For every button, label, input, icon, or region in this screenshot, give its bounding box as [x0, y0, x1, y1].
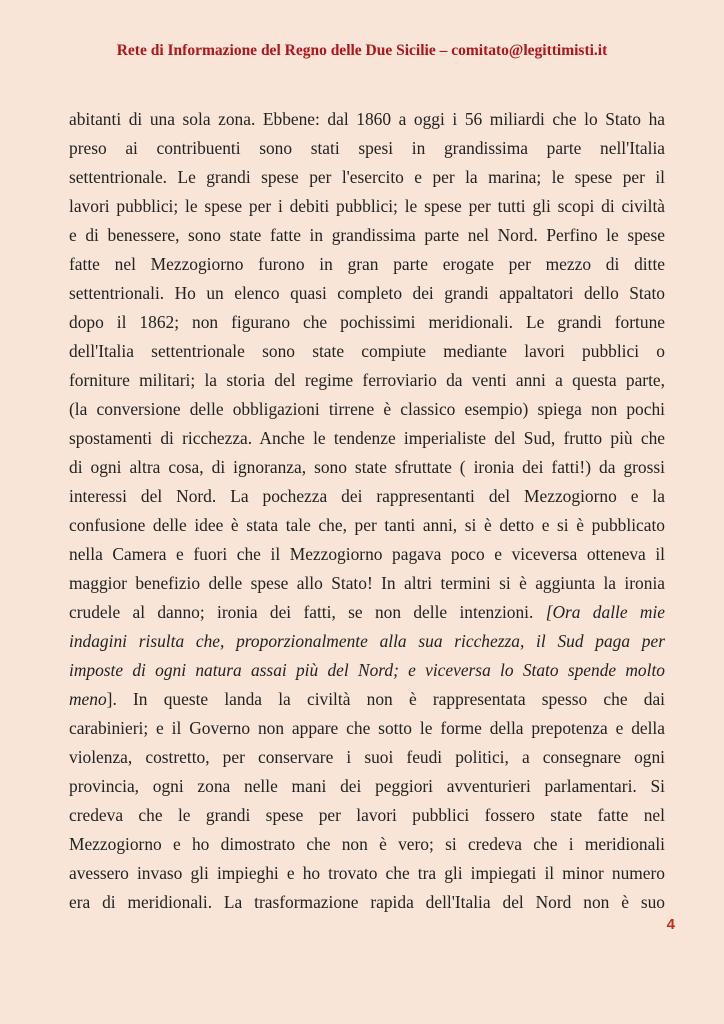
text-line: settentrionale. Le grandi spese per l'esercito e per la marina; le spese per il	[69, 167, 665, 187]
text-line: abitanti di una sola zona. Ebbene: dal 1860 a oggi i 56 miliardi che lo Stato ha	[69, 109, 665, 129]
text-line: credeva che le grandi spese per lavori pubblici fossero state fatte nel	[69, 805, 665, 825]
body-text	[69, 105, 665, 917]
text-line: e di benessere, sono state fatte in grandissima parte nel Nord. Perfino le spese	[69, 225, 665, 245]
italic-quote: indagini risulta che, proporzionalmente alla sua ricchezza, il Sud paga per	[69, 631, 665, 651]
text-line: Mezzogiorno e ho dimostrato che non è vero; si credeva che i meridionali	[69, 834, 665, 854]
text-line: (la conversione delle obbligazioni tirrene è classico esempio) spiega non pochi	[69, 399, 665, 419]
page-number: 4	[666, 916, 675, 933]
text-line: settentrionali. Ho un elenco quasi completo dei grandi appaltatori dello Stato	[69, 283, 665, 303]
text-line: di ogni altra cosa, di ignoranza, sono state sfruttate ( ironia dei fatti!) da grossi	[69, 457, 665, 477]
text-line: spostamenti di ricchezza. Anche le tendenze imperialiste del Sud, frutto più che	[69, 428, 665, 448]
text-line: forniture militari; la storia del regime ferroviario da venti anni a questa parte,	[69, 370, 665, 390]
text-line: violenza, costretto, per conservare i suoi feudi politici, a consegnare ogni	[69, 747, 665, 767]
text-line: provincia, ogni zona nelle mani dei peggiori avventurieri parlamentari. Si	[69, 776, 665, 796]
text-line: avessero invaso gli impieghi e ho trovato che tra gli impiegati il minor numero	[69, 863, 665, 883]
text-line: fatte nel Mezzogiorno furono in gran parte erogate per mezzo di ditte	[69, 254, 665, 274]
text-line: confusione delle idee è stata tale che, per tanti anni, si è detto e si è pubblicato	[69, 515, 665, 535]
text-line	[69, 656, 665, 685]
text-line: era di meridionali. La trasformazione rapida dell'Italia del Nord non è suo	[69, 892, 665, 912]
text-line: dopo il 1862; non figurano che pochissimi meridionali. Le grandi fortune	[69, 312, 665, 332]
text-line: interessi del Nord. La pochezza dei rappresentanti del Mezzogiorno e la	[69, 486, 665, 506]
text-line: lavori pubblici; le spese per i debiti pubblici; le spese per tutti gli scopi di civiltà	[69, 196, 665, 216]
text-line: maggior benefizio delle spese allo Stato! In altri termini si è aggiunta la ironia	[69, 573, 665, 593]
text-line: preso ai contribuenti sono stati spesi in grandissima parte nell'Italia	[69, 138, 665, 158]
text-line: dell'Italia settentrionale sono state compiute mediante lavori pubblici o	[69, 341, 665, 361]
page-header: Rete di Informazione del Regno delle Due Sicilie – comitato@legittimisti.it	[116, 42, 608, 59]
text-line: carabinieri; e il Governo non appare che sotto le forme della prepotenza e della	[69, 718, 665, 738]
italic-quote: [Ora dalle mie	[545, 602, 666, 622]
text-line: nella Camera e fuori che il Mezzogiorno pagava poco e viceversa otteneva il	[69, 544, 665, 564]
italic-quote: meno	[69, 689, 107, 709]
text-line: meno]. In queste landa la civiltà non è rappresentata spesso che dai	[69, 689, 665, 709]
italic-quote: imposte di ogni natura assai più del Nord; e viceversa lo Stato spende molto	[69, 660, 665, 680]
text-line: crudele al danno; ironia dei fatti, se non delle intenzioni. [Ora dalle mie	[69, 602, 666, 622]
text-line	[69, 627, 665, 656]
